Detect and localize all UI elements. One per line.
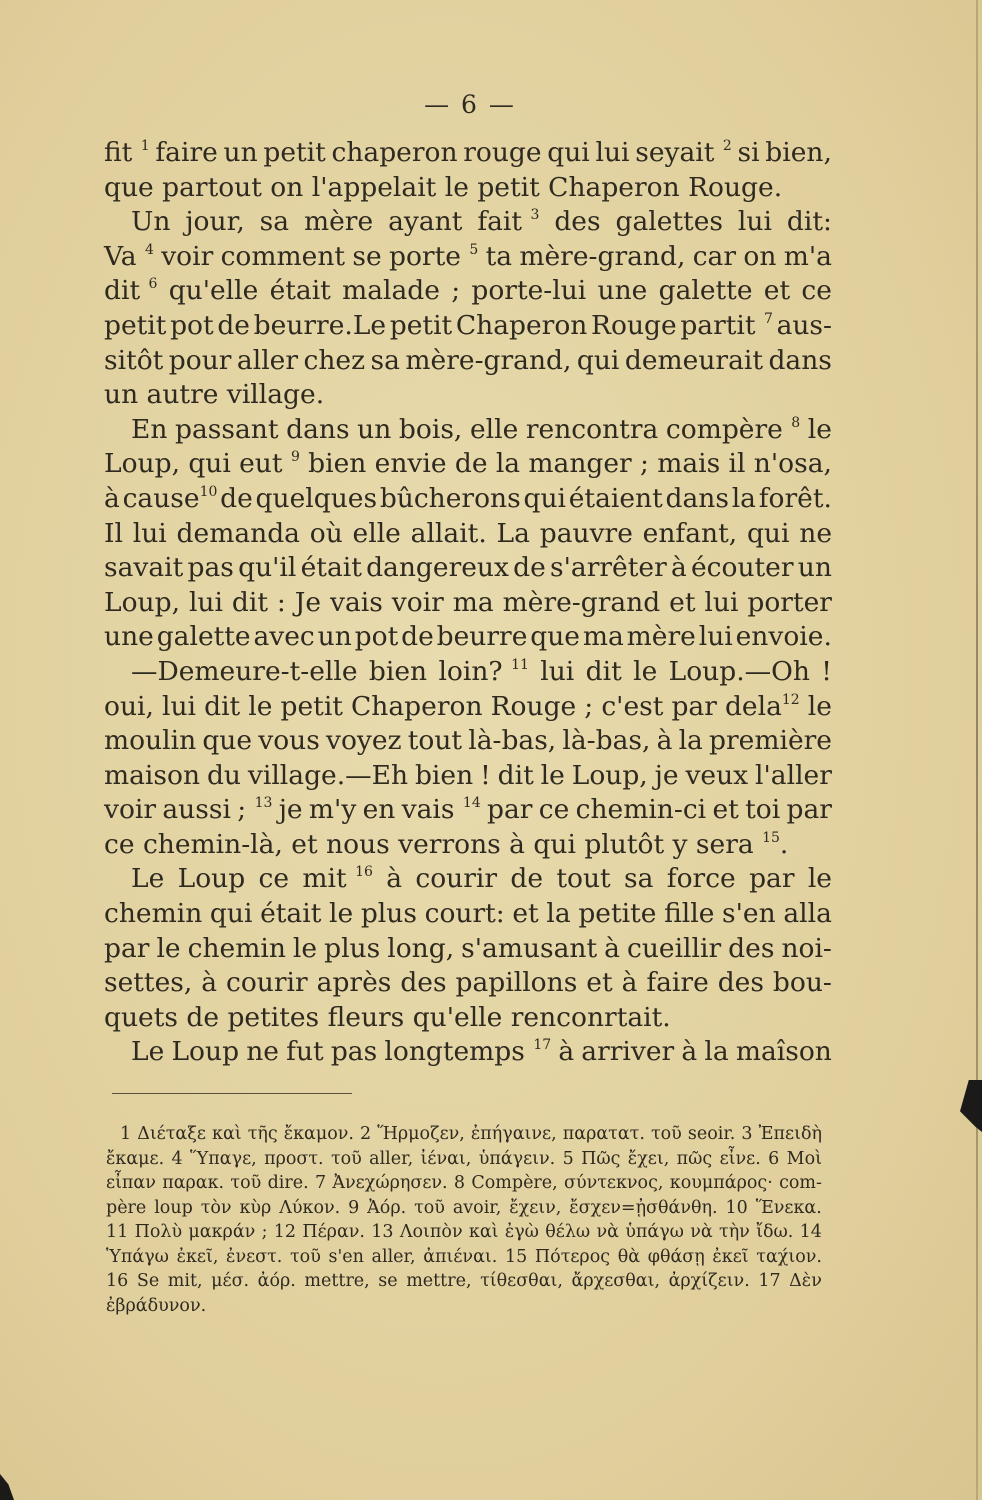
footnote-line-4: père loup τὸν κὺρ Λύκον. 9 Ἀόρ. τοῦ avoir, ἔχειν, ἔσχεν=ᾐσθάνθη. 10 Ἕνεκα. xyxy=(106,1197,822,1218)
footnotes xyxy=(106,1122,822,1318)
page-edge-stain xyxy=(960,1080,982,1132)
text-line-1: fit $^1$ faire un petit chaperon rouge qui lui seyait $^2$ si bien, xyxy=(104,137,832,168)
text-line-9: En passant dans un bois, elle rencontra compère $^8$ le xyxy=(131,413,832,445)
text-line-6: petit pot de beurre.Le petit Chaperon Rouge partit $^7$ aus- xyxy=(104,309,832,341)
footnote-line-5: 11 Πολὺ μακράν ; 12 Πέραν. 13 Λοιπὸν καὶ ἐγὼ θέλω νὰ ὑπάγω νὰ τὴν ἴδω. 14 xyxy=(106,1222,822,1242)
text-line-17: oui, lui dit le petit Chaperon Rouge ; c'est par dela$^{12}$ le xyxy=(104,690,832,722)
footnote-line-8: ἐβράδυνον. xyxy=(106,1295,207,1316)
text-line-14: Loup, lui dit : Je vais voir ma mère-grand et lui porter xyxy=(104,586,832,618)
text-line-23: chemin qui était le plus court: et la petite fille s'en alla xyxy=(104,898,832,930)
text-line-20: voir aussi ; $^{13}$ je m'y en vais $^{14}$ par ce chemin-ci et toi par xyxy=(104,794,832,826)
text-line-4: Va $^4$ voir comment se porte $^5$ ta mère-grand, car on m'a xyxy=(104,240,832,272)
text-line-22: Le Loup ce mit $^{16}$ à courir de tout sa force par le xyxy=(131,863,832,895)
text-line-16: —Demeure-t-elle bien loin? $^{11}$ lui dit le Loup.—Oh ! xyxy=(131,655,832,687)
footnote-separator xyxy=(112,1093,352,1094)
text-line-3: Un jour, sa mère ayant fait $^3$ des galettes lui dit: xyxy=(131,206,832,238)
page-edge-shadow xyxy=(976,0,978,1500)
text-line-5: dit $^6$ qu'elle était malade ; porte-lui une galette et ce xyxy=(104,275,832,307)
text-line-2: que partout on l'appelait le petit Chaperon Rouge. xyxy=(104,171,783,203)
text-line-24: par le chemin le plus long, s'amusant à cueillir des noi- xyxy=(104,932,832,964)
text-line-19: maison du village.—Eh bien ! dit le Loup, je veux l'aller xyxy=(104,759,832,791)
footnote-line-2: ἔκαμε. 4 Ὕπαγε, προστ. τοῦ aller, ἰέναι, ὑπάγειν. 5 Πῶς ἔχει, πῶς εἶνε. 6 Μοὶ xyxy=(106,1148,822,1169)
text-line-25: settes, à courir après des papillons et à faire des bou- xyxy=(104,967,832,999)
footnote-line-1: 1 Διέταξε καὶ τῆς ἔκαμον. 2 Ἥρμοζεν, ἐπήγαινε, παρατατ. τοῦ seoir. 3 Ἐπειδὴ xyxy=(120,1124,822,1144)
footnote-line-3: εἶπαν παρακ. τοῦ dire. 7 Ἀνεχώρησεν. 8 Compère, σύντεκνος, κουμπάρος· com- xyxy=(106,1173,822,1193)
footnote-line-7: 16 Se mit, μέσ. ἀόρ. mettre, se mettre, τίθεσθαι, ἄρχεσθαι, ἀρχίζειν. 17 Δὲν xyxy=(106,1271,822,1291)
text-line-18: moulin que vous voyez tout là-bas, là-bas, à la première xyxy=(104,725,832,757)
text-line-8: un autre village. xyxy=(104,379,325,411)
text-line-13: savait pas qu'il était dangereux de s'arrêter à écouter un xyxy=(104,552,832,584)
text-line-15: une galette avec un pot de beurre que ma mère lui envoie. xyxy=(104,621,832,653)
text-line-7: sitôt pour aller chez sa mère-grand, qui demeurait dans xyxy=(104,344,832,376)
text-line-27: Le Loup ne fut pas longtemps $^{17}$ à arriver à la maîson xyxy=(131,1036,832,1068)
text-line-11: à cause$^{10}$ de quelques bûcherons qui étaient dans la forêt. xyxy=(104,482,832,514)
footnote-line-6: Ὑπάγω ἐκεῖ, ἐνεστ. τοῦ s'en aller, ἀπιέναι. 15 Πότερος θὰ φθάσῃ ἐκεῖ ταχ́ιον. xyxy=(106,1246,822,1267)
page-number: — 6 — xyxy=(424,90,516,119)
text-line-26: quets de petites fleurs qu'elle renconrtait. xyxy=(104,1001,671,1033)
text-line-21: ce chemin-là, et nous verrons à qui plutôt y sera $^{15}$. xyxy=(104,828,789,860)
text-line-12: Il lui demanda où elle allait. La pauvre enfant, qui ne xyxy=(104,517,832,549)
body-text xyxy=(104,136,832,1070)
text-line-10: Loup, qui eut $^9$ bien envie de la manger ; mais il n'osa, xyxy=(104,448,832,480)
corner-stain xyxy=(0,1474,14,1500)
